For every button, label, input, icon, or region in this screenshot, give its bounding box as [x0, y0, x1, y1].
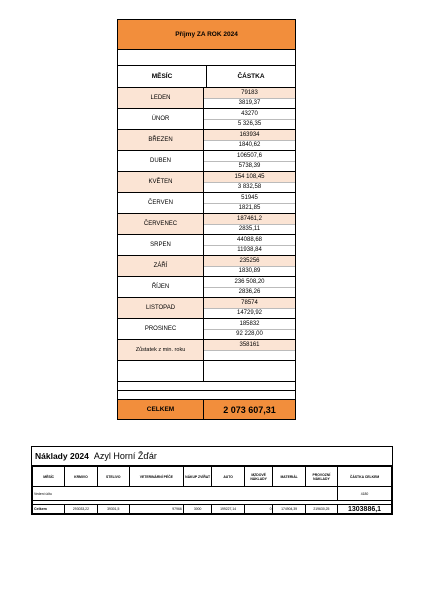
costs-col-header: VETERINÁRNÍ PÉČE: [129, 467, 183, 487]
costs-total-cell: 97966: [129, 505, 183, 514]
income-row: [118, 109, 295, 130]
costs-col-header: AUTO: [212, 467, 244, 487]
note-value: 4180: [338, 487, 392, 501]
total-value: 2 073 607,31: [223, 404, 276, 415]
amount-value: 5 326,35: [204, 119, 295, 130]
income-total-row: [118, 400, 295, 419]
costs-col-header: MATERIÁL: [273, 467, 305, 487]
costs-total-cell: 219630,25: [305, 505, 337, 514]
income-row: [118, 88, 295, 109]
amount-value: 2836,26: [204, 287, 295, 298]
amount-value: 358161: [204, 340, 295, 350]
amount-value: 163934: [204, 130, 295, 140]
month-label: LISTOPAD: [118, 298, 204, 318]
amount-value: 236 508,20: [234, 278, 265, 285]
costs-col-header: MĚSÍC: [33, 467, 65, 487]
gap-row: [118, 391, 295, 400]
income-row: [118, 214, 295, 235]
amount-value: 92 228,00: [204, 329, 295, 340]
costs-header-row: [33, 467, 392, 487]
income-row: [118, 235, 295, 256]
costs-subtitle: Azyl Horní Žďár: [93, 451, 157, 461]
costs-col-header: KRMIVO: [65, 467, 97, 487]
amount-value: 79183: [204, 88, 295, 98]
month-label: ČERVEN: [118, 193, 204, 213]
amount-value: 78574: [204, 298, 295, 308]
income-row: [118, 298, 295, 319]
amount-value: 14729,92: [204, 308, 295, 319]
income-row: [118, 256, 295, 277]
month-label: LEDEN: [118, 88, 204, 108]
month-label: SRPEN: [118, 235, 204, 255]
col-amount-header: ČÁSTKA: [237, 73, 265, 80]
amount-value: 154 108,45: [204, 172, 295, 182]
costs-title-text: Náklady 2024: [35, 451, 89, 461]
month-label: KVĚTEN: [118, 172, 204, 192]
income-row: [118, 277, 295, 298]
costs-grand-total: 1303886,1: [338, 505, 392, 514]
income-row: [118, 172, 295, 193]
col-month-header: MĚSÍC: [118, 66, 207, 87]
costs-total-cell: 3000: [183, 505, 212, 514]
amount-value: 1821,85: [204, 203, 295, 214]
income-title: Příjmy ZA ROK 2024: [118, 20, 295, 50]
costs-total-cell: 39301,5: [97, 505, 129, 514]
month-label: ÚNOR: [118, 109, 204, 129]
income-row: [118, 130, 295, 151]
amount-value: 51945: [241, 194, 258, 201]
total-label: CELKEM: [118, 400, 204, 419]
empty-row: [118, 361, 295, 382]
income-row: [118, 319, 295, 340]
income-row: [118, 151, 295, 172]
costs-note-row: [33, 487, 392, 501]
amount-value: 11938,84: [204, 245, 295, 256]
amount-value: 187461,2: [204, 214, 295, 224]
costs-table: [31, 446, 393, 515]
costs-col-header: PROVOZNÍ NÁKLADY: [305, 467, 337, 487]
month-label: PROSINEC: [118, 319, 204, 339]
amount-value: 2835,11: [204, 224, 295, 235]
costs-col-header: ČÁSTKA CELKEM: [338, 467, 392, 487]
month-label: DUBEN: [118, 151, 204, 171]
costs-total-cell: 293033,22: [65, 505, 97, 514]
costs-col-header: STELIVO: [97, 467, 129, 487]
costs-total-row: [33, 505, 392, 514]
income-table: [117, 19, 296, 420]
month-label: ZÁŘÍ: [118, 256, 204, 276]
amount-value: 3819,37: [204, 98, 295, 109]
amount-value: 43270: [241, 110, 258, 117]
amount-value: 5738,39: [204, 161, 295, 172]
costs-total-cell: 0: [244, 505, 273, 514]
month-label: ČERVENEC: [118, 214, 204, 234]
note-label: Vedení účtu: [33, 487, 338, 501]
amount-value: 1840,62: [204, 140, 295, 151]
income-row: [118, 340, 295, 361]
income-row: [118, 193, 295, 214]
amount-value: 235256: [204, 256, 295, 266]
amount-value: 44088,68: [236, 236, 263, 243]
costs-grid: [32, 466, 392, 514]
amount-value: 106507,6: [236, 152, 263, 159]
gap-row: [118, 382, 295, 391]
month-label: Zůstatek z min. roku: [118, 340, 204, 360]
costs-total-cell: 174904,39: [273, 505, 305, 514]
amount-value: [204, 350, 295, 361]
month-label: ŘÍJEN: [118, 277, 204, 297]
income-header: [118, 66, 295, 88]
amount-value: 1830,89: [204, 266, 295, 277]
income-spacer: [118, 50, 295, 66]
costs-total-cell: 199227,14: [212, 505, 244, 514]
amount-value: 185832: [239, 320, 260, 327]
costs-total-label: Celkem: [33, 505, 65, 514]
month-label: BŘEZEN: [118, 130, 204, 150]
costs-col-header: NÁKUP ZVÍŘAT: [183, 467, 212, 487]
amount-value: 3 832,58: [204, 182, 295, 193]
costs-title: [32, 447, 392, 466]
costs-col-header: MZDOVÉ NÁKLADY: [244, 467, 273, 487]
